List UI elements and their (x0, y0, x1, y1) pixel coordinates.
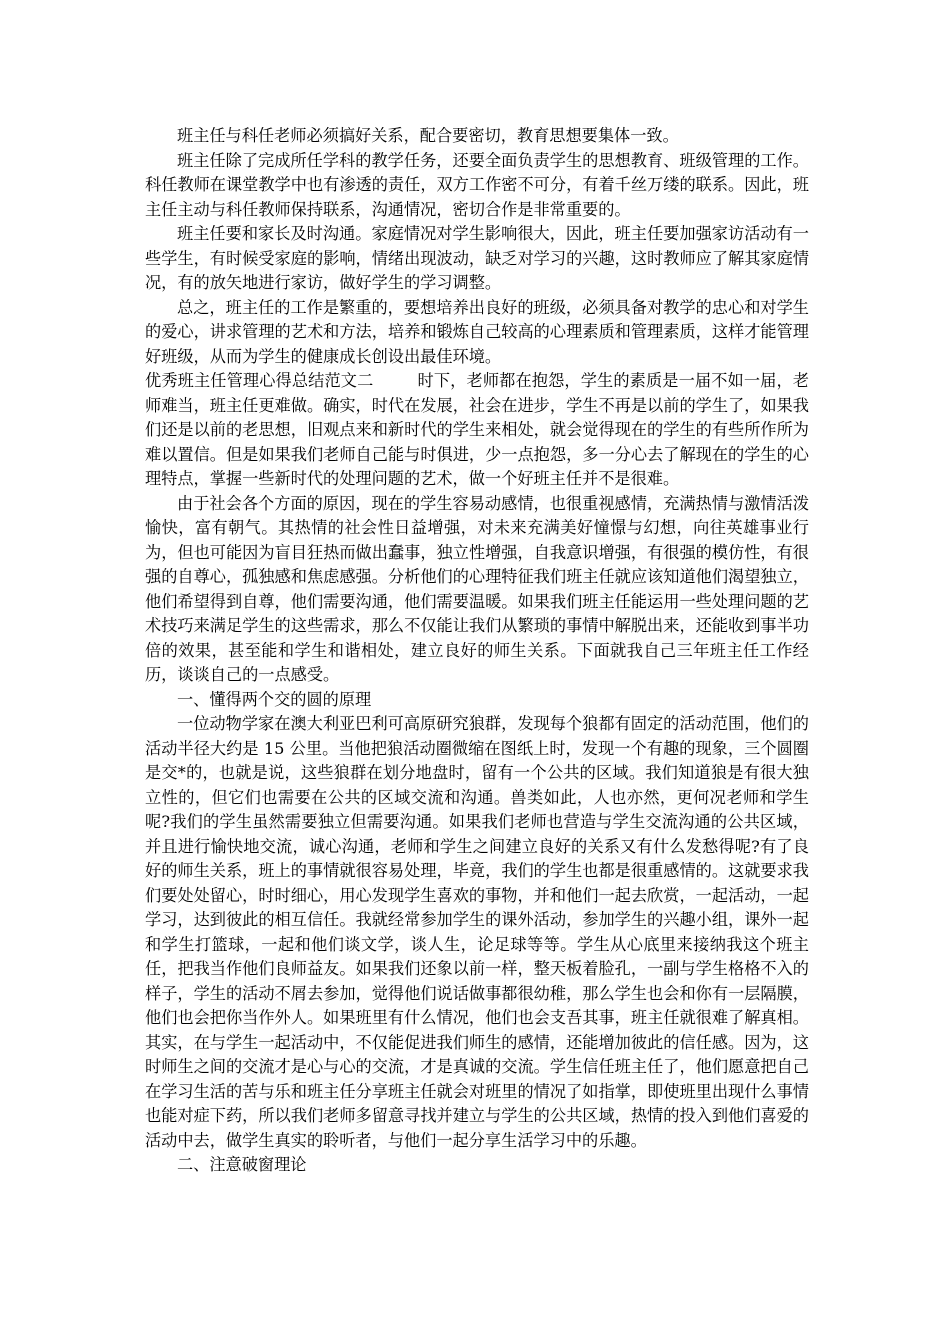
section-intro: 时下，老师都在抱怨，学生的素质是一届不如一届，老师难当，班主任更难做。确实，时代在发展，社会在进步，学生不再是以前的学生了，如果我们还是以前的老思想，旧观点来和新时代的学生来相处，就会觉得现在的学生的有些所作所为难以置信。但是如果我们老师自己能与时俱进，少一点抱怨，多一分心去了解现在的学生的心理特点，掌握一些新时代的处理问题的艺术，做一个好班主任并不是很难。 (145, 371, 809, 488)
paragraph: 由于社会各个方面的原因，现在的学生容易动感情，也很重视感情，充满热情与激情活泼愉快，富有朝气。其热情的社会性日益增强，对未来充满美好憧憬与幻想，向往英雄事业行为，但也可能因为盲目狂热而做出蠢事，独立性增强，自我意识增强，有很强的模仿性，有很强的自尊心，孤独感和焦虑感强。分析他们的心理特征我们班主任就应该知道他们渴望独立，他们希望得到自尊，他们需要沟通，他们需要温暖。如果我们班主任能运用一些处理问题的艺术技巧来满足学生的这些需求，那么不仅能让我们从繁琐的事情中解脱出来，还能收到事半功倍的效果，甚至能和学生和谐相处，建立良好的师生关系。下面就我自己三年班主任工作经历，谈谈自己的一点感受。 (145, 493, 809, 684)
section-paragraph (145, 369, 809, 492)
document-body (145, 124, 809, 1178)
paragraph: 一位动物学家在澳大利亚巴利可高原研究狼群，发现每个狼都有固定的活动范围，他们的活动半径大约是 15 公里。当他把狼活动圈微缩在图纸上时，发现一个有趣的现象，三个圆圈是交*的，也就是说，这些狼群在划分地盘时，留有一个公共的区域。我们知道狼是有很大独立性的，但它们也需要在公共的区域交流和沟通。兽类如此，人也亦然，更何况老师和学生呢?我们的学生虽然需要独立但需要沟通。如果我们老师也营造与学生交流沟通的公共区域，并且进行愉快地交流，诚心沟通，老师和学生之间建立良好的关系又有什么发愁得呢?有了良好的师生关系，班上的事情就很容易处理，毕竟，我们的学生也都是很重感情的。这就要求我们要处处留心，时时细心，用心发现学生喜欢的事物，并和他们一起去欣赏，一起活动，一起学习，达到彼此的相互信任。我就经常参加学生的课外活动，参加学生的兴趣小组，课外一起和学生打篮球，一起和他们谈文学，谈人生，论足球等等。学生从心底里来接纳我这个班主任，把我当作他们良师益友。如果我们还象以前一样，整天板着脸孔，一副与学生格格不入的样子，学生的活动不屑去参加，觉得他们说话做事都很幼稚，那么学生也会和你有一层隔膜，他们也会把你当作外人。如果班里有什么情况，他们也会支吾其事，班主任就很难了解真相。其实，在与学生一起活动中，不仅能促进我们师生的感情，还能增加彼此的信任感。因为，这时师生之间的交流才是心与心的交流，才是真诚的交流。学生信任班主任了，他们愿意把自己在学习生活的苦与乐和班主任分享班主任就会对班里的情况了如指掌，即使班里出现什么事情也能对症下药，所以我们老师多留意寻找并建立与学生的公共区域，热情的投入到他们喜爱的活动中去，做学生真实的聆听者，与他们一起分享生活学习中的乐趣。 (145, 714, 809, 1150)
subheading: 一、懂得两个交的圆的原理 (177, 689, 372, 709)
subheading: 二、注意破窗理论 (177, 1155, 307, 1174)
paragraph: 总之，班主任的工作是繁重的，要想培养出良好的班级，必须具备对教学的忠心和对学生的爱心，讲求管理的艺术和方法，培养和锻炼自己较高的心理素质和管理素质，这样才能管理好班级，从而为学生的健康成长创设出最佳环境。 (145, 297, 809, 366)
section-title: 优秀班主任管理心得总结范文二 (145, 371, 374, 390)
paragraph: 班主任除了完成所任学科的教学任务，还要全面负责学生的思想教育、班级管理的工作。科任教师在课堂教学中也有渗透的责任，双方工作密不可分，有着千丝万缕的联系。因此，班主任主动与科任教师保持联系，沟通情况，密切合作是非常重要的。 (145, 150, 809, 219)
paragraph: 班主任与科任老师必须搞好关系，配合要密切，教育思想要集体一致。 (177, 126, 679, 145)
paragraph: 班主任要和家长及时沟通。家庭情况对学生影响很大，因此，班主任要加强家访活动有一些学生，有时候受家庭的影响，情绪出现波动，缺乏对学习的兴趣，这时教师应了解其家庭情况，有的放矢地进行家访，做好学生的学习调整。 (145, 224, 809, 292)
